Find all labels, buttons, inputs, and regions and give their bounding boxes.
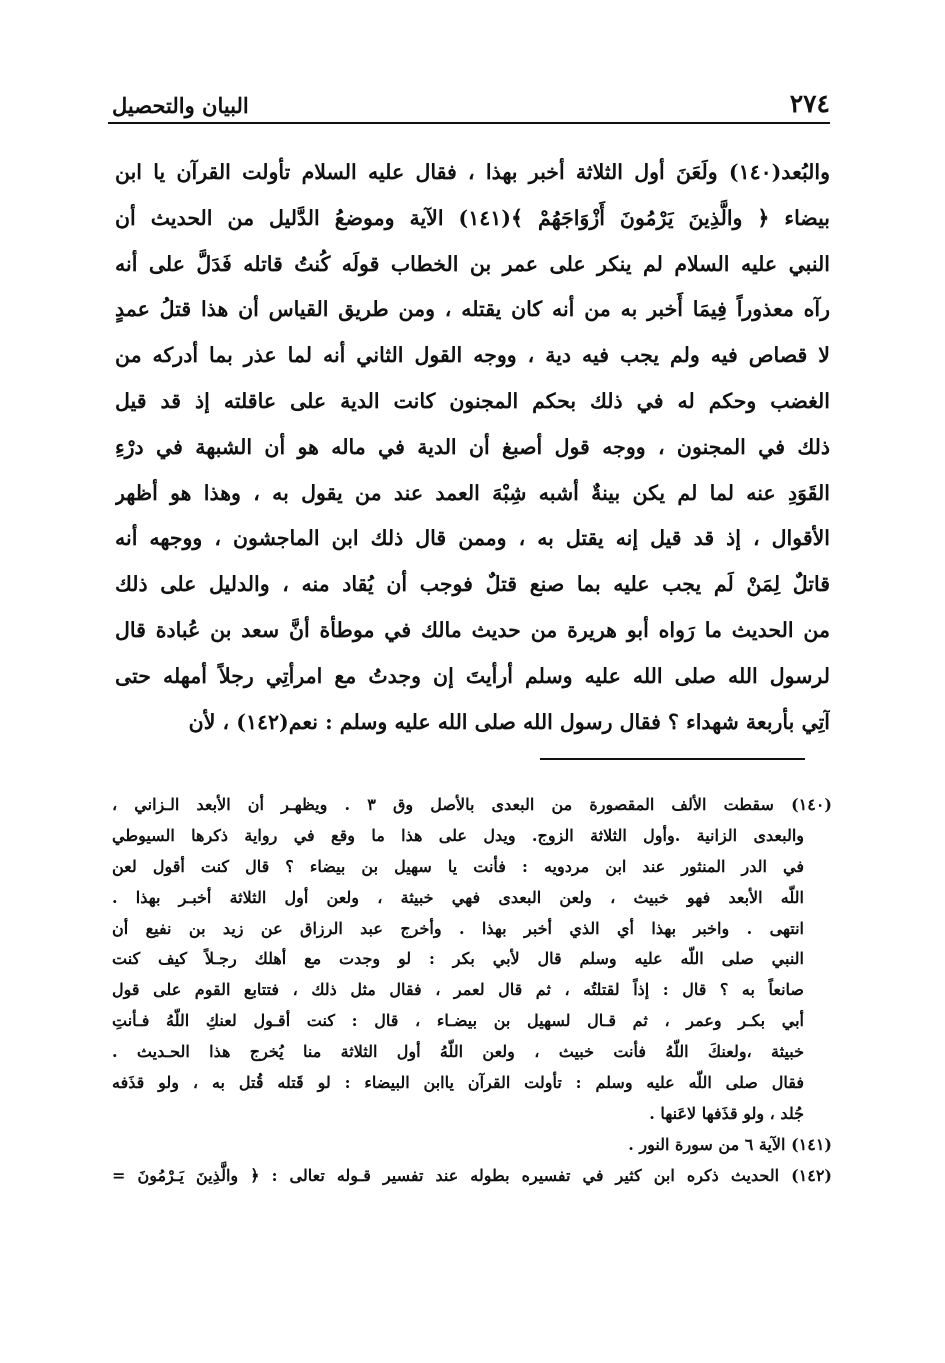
footnote-line: أبي بكـر وعمر ، ثم قـال لسهيل بن بيضـاء ، قال : كنت أقـول لعنكِ اللّهُ فـأنتِ — [112, 1011, 804, 1031]
text-line: الغضب وحكم له في ذلك بحكم المجنون كانت الدية على عاقلته إذ قد قيل — [115, 388, 830, 413]
text-line: الأقوال ، إذ قد قيل إنه يقتل به ، وممن قال ذلك ابن الماجشون ، ووجهه أنه — [115, 526, 830, 551]
text-line: آتِي بأربعة شهداء ؟ فقال رسول الله صلى الله عليه وسلم : نعم(١٤٢) ، لأن — [188, 709, 830, 734]
page-header — [112, 84, 830, 118]
header-divider — [108, 122, 830, 124]
footnote-line: صانعاً به ؟ قال : إذاً لقتلتُه ، ثم قال لعمر ، فقال مثل ذلك ، فتتابع القوم على قول — [112, 980, 804, 1000]
text-line: النبي عليه السلام لم ينكر على عمر بن الخطاب قولَه كُنتُ قاتله فَدَلَّ على أنه — [115, 251, 830, 276]
text-line: بيضاء ﴿ والَّذِينَ يَرْمُونَ أَزْوَاجَهُمْ ﴾(١٤١) الآية وموضعُ الدَّليل من الحديث أن — [115, 205, 830, 230]
footnote-line: جُلد ، ولو قذَفها لاعَنها . — [649, 1103, 804, 1123]
text-line: والبُعد(١٤٠) ولَعَنَ أول الثلاثة أخبر بهذا ، فقال عليه السلام تأولت القرآن يا ابن — [115, 160, 830, 184]
running-title: البيان والتحصيل — [112, 93, 249, 118]
footnote-line: (١٤٠) سقطت الألف المقصورة من البعدى بالأصل وق ٣ . ويظهـر أن الأبعد الـزاني ، — [112, 795, 832, 814]
text-line: لرسول الله صلى الله عليه وسلم أرأيتَ إن وجدتُ مع امرأتِي رجلاً أمهله حتى — [115, 663, 830, 688]
text-line: القَوَدِ عنه لما لم يكن بينةٌ أشبه شِبْهَ العمد عند من يقول به ، وهذا هو أظهر — [115, 480, 830, 505]
footnotes — [112, 790, 832, 1192]
footnote-line: (١٤١) الآية ٦ من سورة النور . — [628, 1134, 832, 1154]
main-text-body — [115, 150, 830, 745]
footnote-line: النبي صلى اللّه عليه وسلم قال لأبي بكر : لو وجدت مع أهلك رجـلاً كيف كنت — [112, 949, 804, 969]
footnote-divider — [540, 758, 805, 760]
footnote-line: (١٤٢) الحديث ذكره ابن كثير في تفسيره بطوله عند تفسير قـوله تعالى : ﴿ والَّذِينَ يَـرْمُونَ = — [112, 1165, 832, 1185]
footnote-line: فقال صلى اللّه عليه وسلم : تأولت القرآن ياابن البيضاء : لو قَتله قُتل به ، ولو قذَفه — [112, 1073, 804, 1093]
text-line: قاتلٌ لِمَنْ لَم يجب عليه بما صنع قتلٌ فوجب أن يُقاد منه ، والدليل على ذلك — [115, 572, 830, 597]
footnote-line: انتهى . واخبر بهذا أي الذي أخبر بهذا . وأخرج عبد الرزاق عن زيد بن نفيع أن — [112, 918, 804, 938]
text-line: رآه معذوراً فِيمَا أَخبر به من أنه كان يقتله ، ومن طريق القياس أن هذا قتلُ عمدٍ — [115, 297, 830, 322]
text-line: ذلك في المجنون ، ووجه قول أصبغ أن الدية في ماله هو أن الشبهة في درْءِ — [115, 434, 830, 459]
footnote-line: اللّه الأبعد فهو خبيث ، ولعن البعدى فهي خبيثة ، ولعن أول الثلاثة أخبـر بهذا . — [112, 887, 804, 907]
page-number: ٢٧٤ — [789, 89, 830, 118]
text-line: لا قصاص فيه ولم يجب فيه دية ، ووجه القول الثاني أنه لما عذر بما أدركه من — [115, 343, 830, 368]
footnote-line: والبعدى الزانية .وأول الثلاثة الزوج. ويدل على هذا ما وقع في رواية ذكرها السيوطي — [112, 825, 805, 845]
footnote-line: في الدر المنثور عند ابن مردويه : فأنت يا سهيل بن بيضاء ؟ قال كنت أقول لعن — [112, 856, 804, 876]
text-line: من الحديث ما رَواه أبو هريرة من حديث مالك في موطأة أنَّ سعد بن عُبادة قال — [115, 617, 830, 642]
footnote-line: خبيثة ،ولعنكَ اللّهُ فأنت خبيث ، ولعن اللّهُ أول الثلاثة منا يُخرج هذا الحـديث . — [112, 1042, 804, 1062]
